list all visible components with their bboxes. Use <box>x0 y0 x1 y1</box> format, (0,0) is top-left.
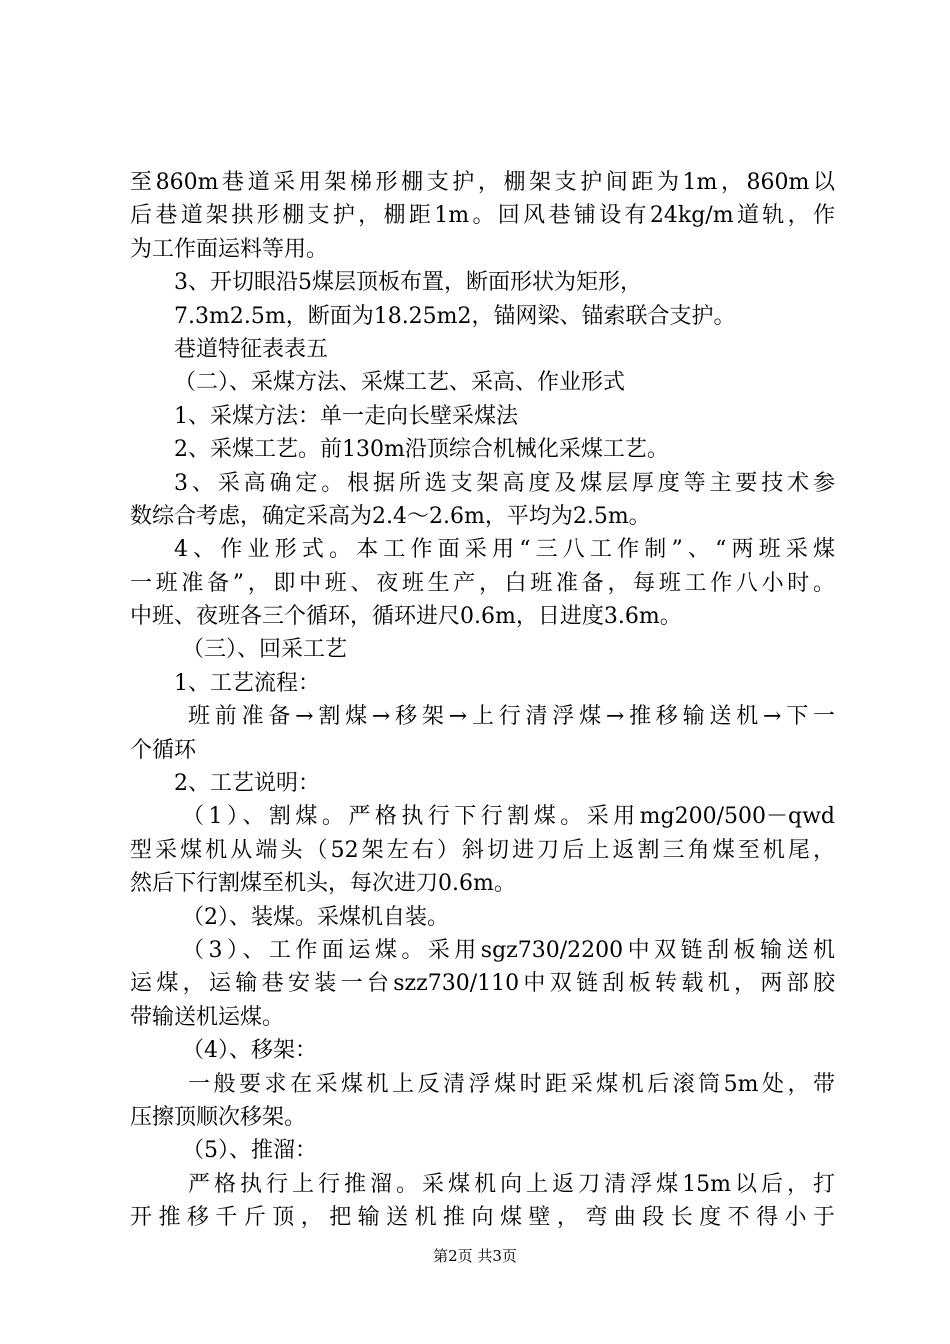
page-number: 第2页 共3页 <box>433 1247 517 1265</box>
text-line: 巷道特征表表五 <box>174 336 329 362</box>
text-line: （3）、工作面运煤。采用sgz730/2200中双链刮板输送机 <box>182 937 835 963</box>
text-line: 后巷道架拱形棚支护，棚距1m。回风巷铺设有24kg/m道轨，作 <box>130 203 835 229</box>
text-line: （4）、移架： <box>182 1038 317 1064</box>
text-line: 中班、夜班各三个循环，循环进尺0.6m，日进度3.6m。 <box>130 604 682 630</box>
text-line: 数综合考虑，确定采高为2.4～2.6m，平均为2.5m。 <box>130 503 651 529</box>
text-line: 2、采煤工艺。前130m沿顶综合机械化采煤工艺。 <box>174 437 669 463</box>
text-line: 班前准备→割煤→移架→上行清浮煤→推移输送机→下一 <box>188 704 835 730</box>
text-line: （2）、装煤。采煤机自装。 <box>182 904 449 930</box>
text-line: （5）、推溜： <box>182 1138 317 1164</box>
section-heading: （三）、回采工艺 <box>182 637 348 663</box>
text-line: 至860m巷道采用架梯形棚支护，棚架支护间距为1m，860m以 <box>130 170 835 195</box>
text-line: 压擦顶顺次移架。 <box>130 1104 307 1130</box>
text-line: 为工作面运料等用。 <box>130 236 329 262</box>
text-line: 7.3m2.5m，断面为18.25m2，锚网梁、锚索联合支护。 <box>174 303 736 329</box>
body-text <box>130 166 835 1235</box>
text-line: 带输送机运煤。 <box>130 1004 285 1030</box>
text-line: 一般要求在采煤机上反清浮煤时距采煤机后滚筒5m处，带 <box>188 1071 835 1097</box>
text-line: 4、作业形式。本工作面采用“三八工作制”、“两班采煤 <box>174 537 835 563</box>
text-line: （1）、割煤。严格执行下行割煤。采用mg200/500－qwd <box>182 804 835 830</box>
text-line: 型采煤机从端头（52架左右）斜切进刀后上返割三角煤至机尾， <box>130 837 835 863</box>
text-line: 一班准备”，即中班、夜班生产，白班准备，每班工作八小时。 <box>130 570 835 596</box>
text-line: 然后下行割煤至机头，每次进刀0.6m。 <box>130 871 516 897</box>
text-line: 1、采煤方法：单一走向长壁采煤法 <box>174 403 518 429</box>
text-line: 1、工艺流程： <box>174 670 320 696</box>
text-line: 开推移千斤顶，把输送机推向煤壁，弯曲段长度不得小于 <box>130 1205 835 1231</box>
section-heading: （二）、采煤方法、采煤工艺、采高、作业形式 <box>174 370 626 396</box>
text-line: 3、采高确定。根据所选支架高度及煤层厚度等主要技术参 <box>174 470 835 496</box>
text-line: 3、开切眼沿5煤层顶板布置，断面形状为矩形， <box>174 270 642 296</box>
text-line: 个循环 <box>130 737 197 763</box>
text-line: 2、工艺说明： <box>174 771 320 797</box>
text-line: 运煤，运输巷安装一台szz730/110中双链刮板转载机，两部胶 <box>130 971 835 997</box>
text-line: 严格执行上行推溜。采煤机向上返刀清浮煤15m以后，打 <box>188 1171 835 1197</box>
